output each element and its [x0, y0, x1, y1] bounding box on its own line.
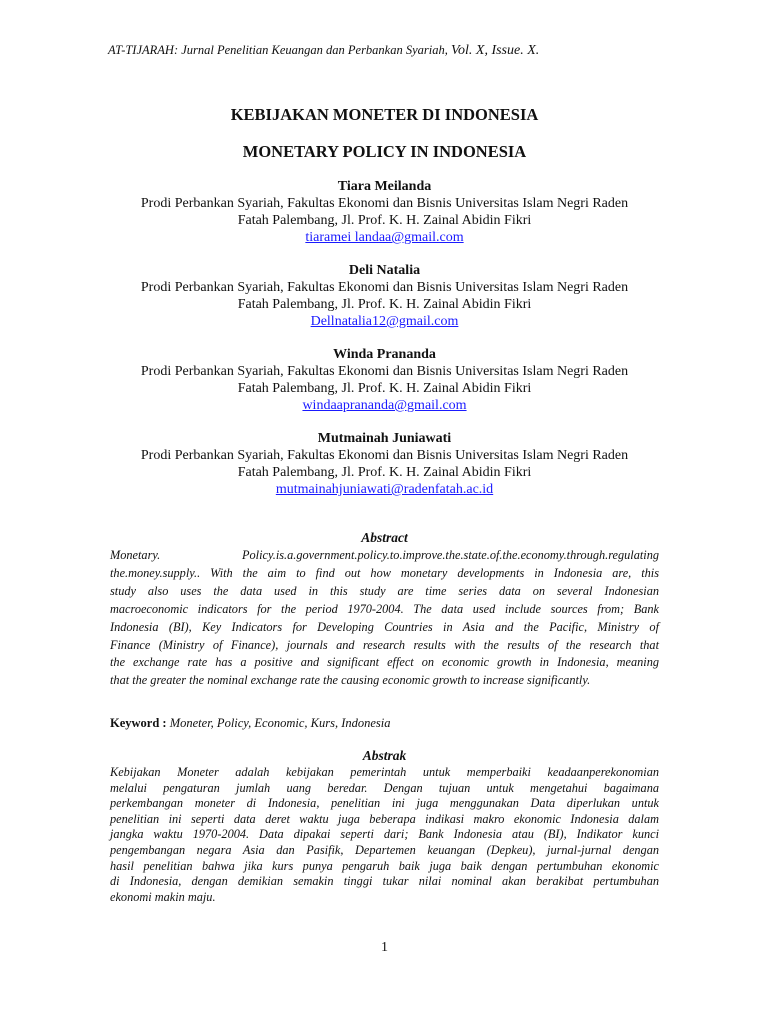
author-address: Fatah Palembang, Jl. Prof. K. H. Zainal Abidin Fikri: [237, 297, 532, 312]
author-address: Fatah Palembang, Jl. Prof. K. H. Zainal Abidin Fikri: [237, 381, 532, 396]
abstrak-line: jangka waktu 1970-2004. Data dipakai seperti dari; Bank Indonesia atau (BI), Indikator kunci: [110, 827, 659, 842]
author-email-link[interactable]: mutmainahjuniawati@radenfatah.ac.id: [275, 482, 494, 497]
author-name: Mutmainah Juniawati: [317, 431, 452, 446]
author-name: Deli Natalia: [348, 263, 421, 278]
title-indonesian: KEBIJAKAN MONETER DI INDONESIA: [230, 105, 539, 124]
abstrak-line: di Indonesia, dengan demikian semakin tinggi tukar nilai nominal akan berakibat pertumbuhan: [110, 874, 659, 889]
abstrak-line: pengembangan negara Asia dan Pasifik, Departemen keuangan (Depkeu), jurnal-jurnal dengan: [110, 842, 659, 857]
abstract-line: the.money.supply.. With the aim to find out how monetary developments in Indonesia are, this: [110, 565, 659, 580]
abstract-line: macroeconomic indicators for the period 1970-2004. The data used include sources from; Bank: [110, 601, 659, 616]
abstrak-line: ekonomi makin maju.: [110, 889, 216, 904]
abstract-heading: Abstract: [361, 530, 408, 545]
abstract-line: study also uses the data used in this study are time series data on several Indonesian: [110, 583, 659, 598]
author-affiliation: Prodi Perbankan Syariah, Fakultas Ekonomi dan Bisnis Universitas Islam Negri Raden: [140, 196, 629, 211]
author-affiliation: Prodi Perbankan Syariah, Fakultas Ekonomi dan Bisnis Universitas Islam Negri Raden: [140, 280, 629, 295]
abstrak-line: penelitian ini seperti data deret waktu juga beberapa indikasi makro ekonomic Indonesia dalam: [110, 811, 659, 826]
author-block: [110, 262, 659, 330]
author-block: [110, 430, 659, 498]
page-number: 1: [381, 940, 388, 955]
abstrak-line: melalui pengaturan jumlah uang beredar. Dengan tujuan untuk mengetahui bagaimana: [110, 780, 659, 795]
keyword-label: Keyword :: [110, 716, 167, 730]
keywords: [110, 716, 659, 731]
abstrak-heading: Abstrak: [362, 748, 407, 763]
title-english: MONETARY POLICY IN INDONESIA: [242, 142, 527, 161]
author-affiliation: Prodi Perbankan Syariah, Fakultas Ekonomi dan Bisnis Universitas Islam Negri Raden: [140, 448, 629, 463]
abstract-line: Monetary. Policy.is.a.government.policy.to.improve.the.state.of.the.economy.through.regulating: [110, 548, 659, 562]
author-email-link[interactable]: windaaprananda@gmail.com: [302, 398, 467, 413]
author-address: Fatah Palembang, Jl. Prof. K. H. Zainal Abidin Fikri: [237, 213, 532, 228]
author-email-link[interactable]: tiaramei landaa@gmail.com: [305, 230, 464, 245]
running-header: [108, 43, 668, 59]
journal-name: AT-TIJARAH: Jurnal Penelitian Keuangan dan Perbankan Syariah,: [108, 43, 448, 57]
abstract-line: that the greater the nominal exchange rate the causing economic growth to increase significantly.: [110, 673, 591, 688]
abstrak-line: perkembangan moneter di Indonesia, penelitian ini juga menggunakan Data diperlukan untuk: [110, 796, 659, 811]
abstrak-body: [110, 765, 659, 905]
author-block: [110, 178, 659, 246]
author-affiliation: Prodi Perbankan Syariah, Fakultas Ekonomi dan Bisnis Universitas Islam Negri Raden: [140, 364, 629, 379]
author-name: Winda Prananda: [333, 347, 436, 362]
author-block: [110, 346, 659, 414]
abstract-line: the exchange rate has a positive and significant effect on economic growth in Indonesia, meaning: [110, 655, 659, 670]
abstract-line: Finance (Ministry of Finance), journals and research results with the results of the research that: [110, 637, 659, 652]
abstrak-line: Kebijakan Moneter adalah kebijakan pemerintah untuk memperbaiki keadaanperekonomian: [110, 765, 659, 779]
abstract-body: [110, 547, 659, 690]
abstrak-line: hasil penelitian bahwa jika kurs punya pengaruh baik juga baik dengan pertumbuhan ekonomic: [110, 858, 659, 873]
author-name: Tiara Meilanda: [337, 179, 432, 194]
keyword-list: Moneter, Policy, Economic, Kurs, Indonesia: [169, 716, 391, 730]
journal-volume: Vol. X, Issue. X.: [451, 43, 540, 58]
author-email-link[interactable]: Dellnatalia12@gmail.com: [310, 314, 459, 329]
author-address: Fatah Palembang, Jl. Prof. K. H. Zainal Abidin Fikri: [237, 465, 532, 480]
abstract-line: Indonesia (BI), Key Indicators for Developing Countries in Asia and the Pacific, Ministry of: [110, 619, 659, 634]
